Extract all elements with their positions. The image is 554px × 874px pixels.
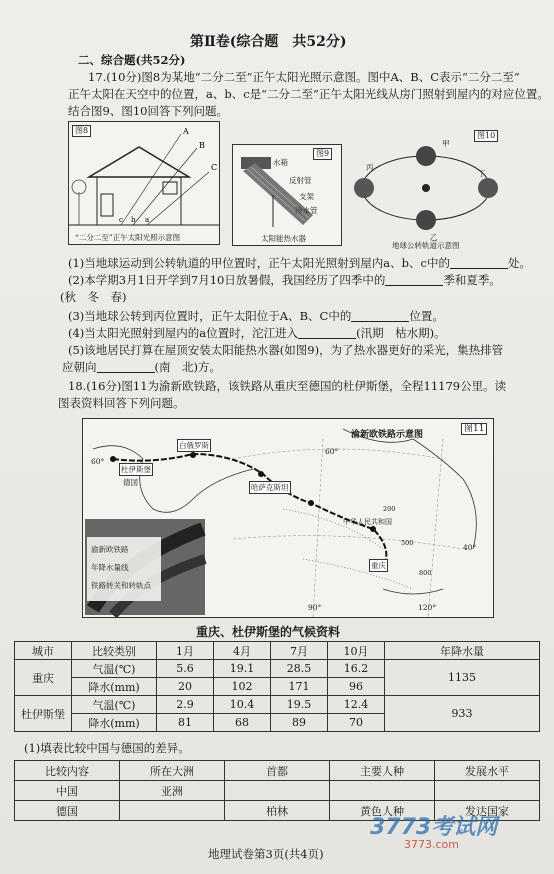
q17-sub1-end: 处。: [507, 256, 531, 270]
place-label: 德国: [123, 478, 138, 487]
table-cell: 19.1: [214, 660, 271, 678]
q17-sub1-text: (1)当地球运动到公转轨道的甲位置时，正午太阳光照射到屋内a、b、c中的: [68, 256, 450, 270]
answer-blank[interactable]: [351, 309, 409, 322]
answer-blank[interactable]: [298, 326, 356, 339]
table-cell: 20: [157, 678, 214, 696]
table-header: 年降水量: [385, 642, 540, 660]
grid-label: 60°: [325, 447, 339, 456]
map-legend: [91, 541, 151, 595]
q17-intro: 正午太阳在天空中的位置，a、b、c是“二分二至”正午太阳光线从房门照射到屋内的对应位置。: [68, 87, 549, 101]
table-header: 首都: [225, 761, 330, 781]
q18-intro: 18.(16分)图11为渝新欧铁路，该铁路从重庆至德国的杜伊斯堡，全程11179公里。读: [68, 379, 507, 393]
legend-transfer-point: 铁路转关和转轨点: [91, 581, 151, 590]
table-cell: 气温(℃): [72, 660, 157, 678]
answer-blank[interactable]: [385, 273, 443, 286]
table-header: 发展水平: [435, 761, 540, 781]
part-label: 水箱: [273, 158, 288, 167]
table-header: 城市: [15, 642, 72, 660]
climate-table: [14, 641, 540, 732]
grid-label: 40°: [463, 543, 477, 552]
isohyet-label: 500: [401, 539, 414, 547]
orbit-position: 甲: [442, 139, 450, 148]
table-cell: 89: [271, 714, 328, 732]
table-header: 7月: [271, 642, 328, 660]
orbit-diagram: [352, 128, 500, 250]
answer-cell[interactable]: [120, 801, 225, 821]
q17-sub5b: [62, 359, 221, 375]
table-cell: 亚洲: [120, 781, 225, 801]
q18-intro: 图表资料回答下列问题。: [58, 396, 185, 410]
table-cell: 70: [328, 714, 385, 732]
part-label: 支架: [299, 192, 314, 201]
figure-label: 图9: [313, 148, 332, 160]
q17-sub4: [68, 325, 446, 341]
q17-sub5b-text: 应朝向: [62, 360, 97, 374]
floor-point-c: c: [119, 216, 123, 224]
q17-sub5-options: (南 北)方。: [154, 360, 221, 374]
table-cell-annual: 1135: [385, 660, 540, 696]
table-cell-annual: 933: [385, 696, 540, 732]
place-label: 杜伊斯堡: [121, 465, 151, 474]
orbit-position: 乙: [430, 233, 438, 242]
page-footer: 地理试卷第3页(共4页): [208, 847, 324, 861]
q17-intro: 结合图9、图10回答下列问题。: [68, 104, 228, 118]
table-cell: 降水(mm): [72, 678, 157, 696]
table-cell: 12.4: [328, 696, 385, 714]
q17-sub2-mid: 季和夏季。: [443, 273, 501, 287]
answer-blank[interactable]: [97, 360, 155, 373]
table-header: 主要人种: [330, 761, 435, 781]
figure-9-caption: 太阳能热水器: [261, 234, 306, 243]
place-label: 哈萨克斯坦: [251, 483, 289, 492]
table-cell: 10.4: [214, 696, 271, 714]
table-cell: 28.5: [271, 660, 328, 678]
map-title: 渝新欧铁路示意图: [351, 430, 424, 440]
table-row: [15, 642, 540, 660]
table-cell: 19.5: [271, 696, 328, 714]
table-header: 比较内容: [15, 761, 120, 781]
part-label: 反射管: [289, 176, 312, 185]
table-cell: 102: [214, 678, 271, 696]
q17-sub3: [68, 308, 444, 324]
table-row: [15, 761, 540, 781]
grid-label: 120°: [418, 603, 437, 612]
sun-position-A: A: [183, 127, 189, 136]
climate-table-title: 重庆、杜伊斯堡的气候资料: [196, 625, 341, 639]
grid-label: 60°: [91, 457, 105, 466]
table-cell: 81: [157, 714, 214, 732]
table-cell: 2.9: [157, 696, 214, 714]
table-row: [15, 660, 540, 678]
table-header: 4月: [214, 642, 271, 660]
floor-point-b: b: [131, 216, 136, 224]
table-cell: 5.6: [157, 660, 214, 678]
isohyet-label: 200: [383, 505, 396, 513]
section-heading: 二、综合题(共52分): [78, 53, 186, 67]
place-label: 重庆: [371, 561, 386, 570]
table-row: [15, 696, 540, 714]
sun-position-C: C: [211, 163, 218, 172]
q17-sub3-text: (3)当地球公转到丙位置时，正午太阳位于A、B、C中的: [68, 309, 352, 323]
figure-8-caption: “二分二至”正午太阳光照示意图: [75, 233, 181, 242]
table-cell: 96: [328, 678, 385, 696]
table-cell: 德国: [15, 801, 120, 821]
figure-8-house: [68, 121, 220, 245]
q17-sub4-options: (汛期 枯水期)。: [356, 326, 446, 340]
table-cell: 发达国家: [435, 801, 540, 821]
table-cell: 171: [271, 678, 328, 696]
house-sunlight-diagram: [69, 122, 219, 244]
part-label: 冷水管: [295, 206, 318, 215]
q17-sub3-end: 位置。: [409, 309, 444, 323]
answer-cell[interactable]: [225, 781, 330, 801]
table-row: [15, 781, 540, 801]
sun-position-B: B: [199, 141, 205, 150]
table-cell-city: 重庆: [15, 660, 72, 696]
page-title: 第Ⅱ卷(综合题 共52分): [190, 34, 347, 50]
table-cell: 柏林: [225, 801, 330, 821]
table-header: 10月: [328, 642, 385, 660]
figure-9-water-heater: [232, 144, 342, 246]
table-cell: 黄色人种: [330, 801, 435, 821]
table-header: 比较类别: [72, 642, 157, 660]
q17-sub2: [68, 272, 501, 288]
table-cell-city: 杜伊斯堡: [15, 696, 72, 732]
table-cell: 16.2: [328, 660, 385, 678]
q17-sub1: [68, 255, 531, 271]
watermark-logo: 3773考试网: [370, 815, 498, 840]
answer-cell[interactable]: [435, 781, 540, 801]
figure-10-orbit: [352, 128, 500, 250]
watermark-url: 3773.com: [404, 838, 459, 851]
orbit-position: 丁: [478, 169, 486, 178]
orbit-position: 丙: [366, 163, 374, 172]
table-cell: 68: [214, 714, 271, 732]
table-cell: 降水(mm): [72, 714, 157, 732]
table-header: 所在大洲: [120, 761, 225, 781]
q17-intro: 17.(10分)图8为某地“二分二至”正午太阳光照示意图。图中A、B、C表示“二分二至”: [88, 70, 520, 84]
table-header: 1月: [157, 642, 214, 660]
figure-label: 图10: [474, 130, 498, 142]
grid-label: 90°: [308, 603, 322, 612]
place-label: 中华人民共和国: [343, 518, 392, 526]
answer-blank[interactable]: [450, 256, 508, 269]
q17-sub2-options: (秋 冬 春): [60, 290, 127, 304]
figure-11-railway-map: [82, 418, 494, 618]
place-label: 白俄罗斯: [179, 441, 209, 450]
figure-10-caption: 地球公转轨道示意图: [392, 241, 460, 250]
legend-isohyet: 年降水量线: [91, 563, 129, 572]
figure-label: 图8: [72, 125, 91, 137]
q17-sub5: (5)该地居民打算在屋顶安装太阳能热水器(如图9)，为了热水器更好的采光，集热排管: [68, 343, 504, 357]
table-cell: 气温(℃): [72, 696, 157, 714]
figure-label: 图11: [461, 423, 487, 435]
q18-sub1: (1)填表比较中国与德国的差异。: [24, 741, 190, 755]
q17-sub4-text: (4)当太阳光照射到屋内的a位置时，沱江进入: [68, 326, 299, 340]
table-cell: 中国: [15, 781, 120, 801]
answer-cell[interactable]: [330, 781, 435, 801]
floor-point-a: a: [145, 216, 150, 224]
isohyet-label: 800: [419, 569, 432, 577]
legend-railway: 渝新欧铁路: [91, 545, 129, 554]
q17-sub2-text: (2)本学期3月1日开学到7月10日放暑假，我国经历了四季中的: [68, 273, 386, 287]
